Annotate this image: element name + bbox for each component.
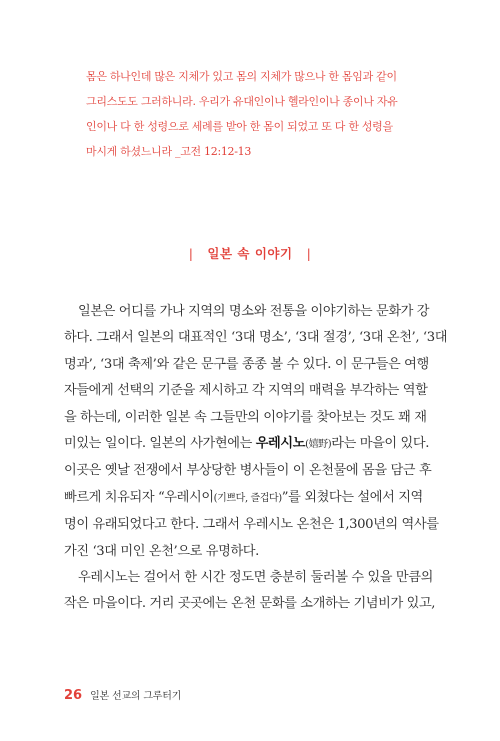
body-line: 하다. 그래서 일본의 대표적인 ‘3대 명소’, ‘3대 절경’, ‘3대 온천’, ‘3대 (64, 330, 448, 346)
body-text-segment: 라는 마을이 있다. (331, 436, 430, 452)
kanji-annotation: (嬉野) (305, 439, 332, 451)
body-line: 우레시노는 걸어서 한 시간 정도면 충분히 둘러볼 수 있을 만큼의 (78, 570, 433, 586)
bible-quote (86, 64, 436, 164)
body-line: 명과’, ‘3대 축제’와 같은 문구를 종종 볼 수 있다. 이 문구들은 여행 (64, 356, 429, 372)
body-line: 작은 마을이다. 거리 곳곳에는 온천 문화를 소개하는 기념비가 있고, (64, 596, 436, 612)
quote-line: 마시게 하셨느니라 _고전 12:12-13 (86, 145, 252, 158)
body-line: 자들에게 선택의 기준을 제시하고 각 지역의 매력을 부각하는 역할 (64, 383, 428, 399)
body-line: 일본은 어디를 가나 지역의 명소와 전통을 이야기하는 문화가 강 (78, 304, 430, 319)
quote-line: 몸은 하나인데 많은 지체가 있고 몸의 지체가 많으나 한 몸임과 같이 (86, 70, 397, 83)
body-line: 이곳은 옛날 전쟁에서 부상당한 병사들이 이 온천물에 몸을 담근 후 (64, 463, 432, 479)
body-text-segment: 빠르게 치유되자 “우레시이 (64, 489, 214, 505)
section-title-text: 일본 속 이야기 (207, 246, 293, 261)
body-line (64, 431, 436, 458)
body-line: 명이 유래되었다고 한다. 그래서 우레시노 온천은 1,300년의 역사를 (64, 517, 439, 533)
body-line (64, 485, 436, 512)
place-name-ureshino: 우레시노 (255, 436, 306, 452)
page-number: 26 (64, 688, 83, 703)
quote-line: 그리스도도 그러하니라. 우리가 유대인이나 헬라인이나 종이나 자유 (86, 95, 398, 108)
body-text (64, 299, 448, 618)
meaning-annotation: (기쁘다, 즐겁다) (213, 492, 282, 504)
heading-bar-right: | (306, 246, 312, 261)
body-text-segment: ”를 외쳤다는 설에서 지역 (281, 489, 423, 505)
book-title: 일본 선교의 그루터기 (90, 691, 182, 702)
body-line: 을 하는데, 이러한 일본 속 그들만의 이야기를 찾아보는 것도 꽤 재 (64, 409, 427, 425)
page-footer (64, 687, 181, 703)
body-text-segment: 미있는 일이다. 일본의 사가현에는 (64, 436, 256, 452)
quote-line: 인이나 다 한 성령으로 세례를 받아 한 몸이 되었고 또 다 한 성령을 (86, 120, 393, 133)
heading-bar-left: | (188, 246, 194, 261)
body-line: 가진 ‘3대 미인 온천’으로 유명하다. (64, 543, 259, 559)
section-heading (0, 244, 500, 262)
